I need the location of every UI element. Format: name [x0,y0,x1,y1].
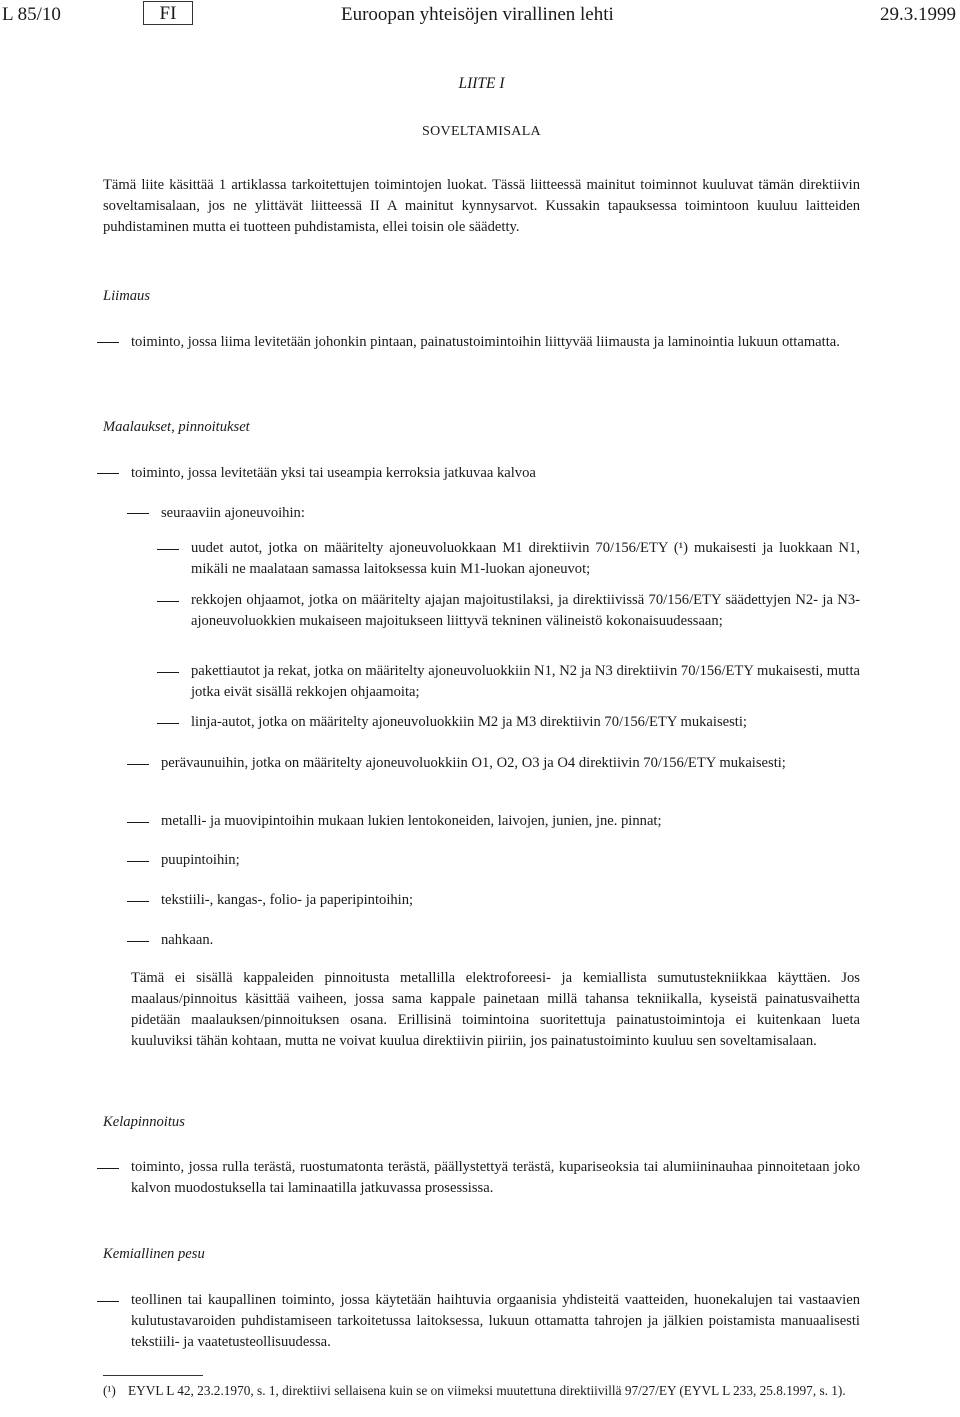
journal-title: Euroopan yhteisöjen virallinen lehti [341,4,614,25]
footnote-divider [103,1375,203,1376]
vehicle-item: rekkojen ohjaamot, jotka on määritelty ajajan majoitustilaksi, ja direktiivissä 70/156/ETY säädettyjen N2- ja N3-ajoneuvoluokkien mukaiseen majoitukseen liittyvä tekninen välineistö kokonaisuudessaan; [191,592,860,629]
coating-note: Tämä ei sisällä kappaleiden pinnoitusta metallilla elektroforeesi- ja kemiallista sumutustekniikkaa käyttäen. Jos maalaus/pinnoitus käsittää vaiheen, jossa sama kappale painetaan millä tahansa tekniikalla, kyseistä painatusvaihetta pidetään maalauksen/pinnoituksen osana. Erillisinä toimintoina suoritettuja painatustoimintoja ei kuitenkaan lueta kuuluviksi tähän kohtaan, mutta ne voivat kuulua direktiivin piiriin, jos painatustoiminto kuuluu sen soveltamisalaan. [131,970,860,1049]
list-dash [157,723,179,724]
footnote-marker: (¹) [103,1383,116,1398]
definition-liimaus: toiminto, jossa liima levitetään johonkin pintaan, painatustoimintoihin liittyvää liimausta ja laminointia lukuun ottamatta. [131,334,840,350]
definition-kelapinnoitus: toiminto, jossa rulla terästä, ruostumatonta terästä, päällystettyä terästä, kupariseoksia tai alumiininauhaa pinnoitetaan joko kalvon muodostuksella tai laminaatilla jatkuvassa prosessissa. [131,1159,860,1196]
list-dash [127,513,149,514]
list-dash [157,672,179,673]
list-dash [157,601,179,602]
vehicle-item: pakettiautot ja rekat, jotka on määritelty ajoneuvoluokkiin N1, N2 ja N3 direktiivin 70/156/ETY mukaisesti, mutta jotka eivät sisällä rekkojen ohjaamoita; [191,663,860,700]
list-dash [127,822,149,823]
list-dash [127,901,149,902]
surface-item: puupintoihin; [161,852,240,868]
definition-kemiallinen-pesu: teollinen tai kaupallinen toiminto, jossa käytetään haihtuvia orgaanisia yhdisteitä vaatteiden, huonekalujen tai vastaavien kulutustavaroiden puhdistamiseen tarkoitetussa laitoksessa, lukuun ottamatta tahrojen ja jälkien poistamista manuaalisesti tekstiili- ja vaatetusteollisuudessa. [131,1292,860,1350]
section-heading-liimaus: Liimaus [103,288,151,304]
publication-date: 29.3.1999 [880,4,956,25]
page-header [0,0,960,30]
language-code-box: FI [143,1,193,25]
list-dash [127,861,149,862]
list-dash [97,1168,119,1169]
surface-item: tekstiili-, kangas-, folio- ja paperipintoihin; [161,892,414,908]
list-dash [97,473,119,474]
list-dash [127,941,149,942]
list-dash [97,342,119,343]
definition-maalaukset: toiminto, jossa levitetään yksi tai useampia kerroksia jatkuvaa kalvoa [131,465,536,481]
vehicle-item: linja-autot, jotka on määritelty ajoneuvoluokkiin M2 ja M3 direktiivin 70/156/ETY mukaisesti; [191,714,747,730]
list-dash [127,764,149,765]
section-heading-kelapinnoitus: Kelapinnoitus [103,1114,185,1130]
surface-item: perävaunuihin, jotka on määritelty ajoneuvoluokkiin O1, O2, O3 ja O4 direktiivin 70/156/ETY mukaisesti; [161,755,786,771]
surface-item: nahkaan. [161,932,214,948]
footnote-text: EYVL L 42, 23.2.1970, s. 1, direktiivi sellaisena kuin se on viimeksi muutettuna direktiivillä 97/27/EY (EYVL L 233, 25.8.1997, s. 1). [128,1383,846,1398]
annex-subtitle: SOVELTAMISALA [422,124,541,139]
annex-title: LIITE I [458,75,505,92]
surface-item: metalli- ja muovipintoihin mukaan lukien lentokoneiden, laivojen, junien, jne. pinnat; [161,813,662,829]
list-dash [97,1301,119,1302]
footnote [103,1382,860,1400]
annex-intro: Tämä liite käsittää 1 artiklassa tarkoitettujen toimintojen luokat. Tässä liitteessä mainitut toiminnot kuuluvat tämän direktiivin soveltamisalaan, jos ne ylittävät liitteessä II A mainitut kynnysarvot. Kussakin tapauksessa toimintoon kuuluu laitteiden puhdistaminen mutta ei tuotteen puhdistamista, ellei toisin ole säädetty. [103,177,860,235]
vehicles-label: seuraaviin ajoneuvoihin: [161,505,305,521]
section-heading-maalaukset: Maalaukset, pinnoitukset [103,419,250,435]
vehicle-item: uudet autot, jotka on määritelty ajoneuvoluokkaan M1 direktiivin 70/156/ETY (¹) mukaisesti ja luokkaan N1, mikäli ne maalataan samassa laitoksessa kuin M1-luokan ajoneuvot; [191,540,860,577]
section-heading-kemiallinen-pesu: Kemiallinen pesu [103,1246,205,1262]
list-dash [157,549,179,550]
page-number: L 85/10 [2,4,61,25]
